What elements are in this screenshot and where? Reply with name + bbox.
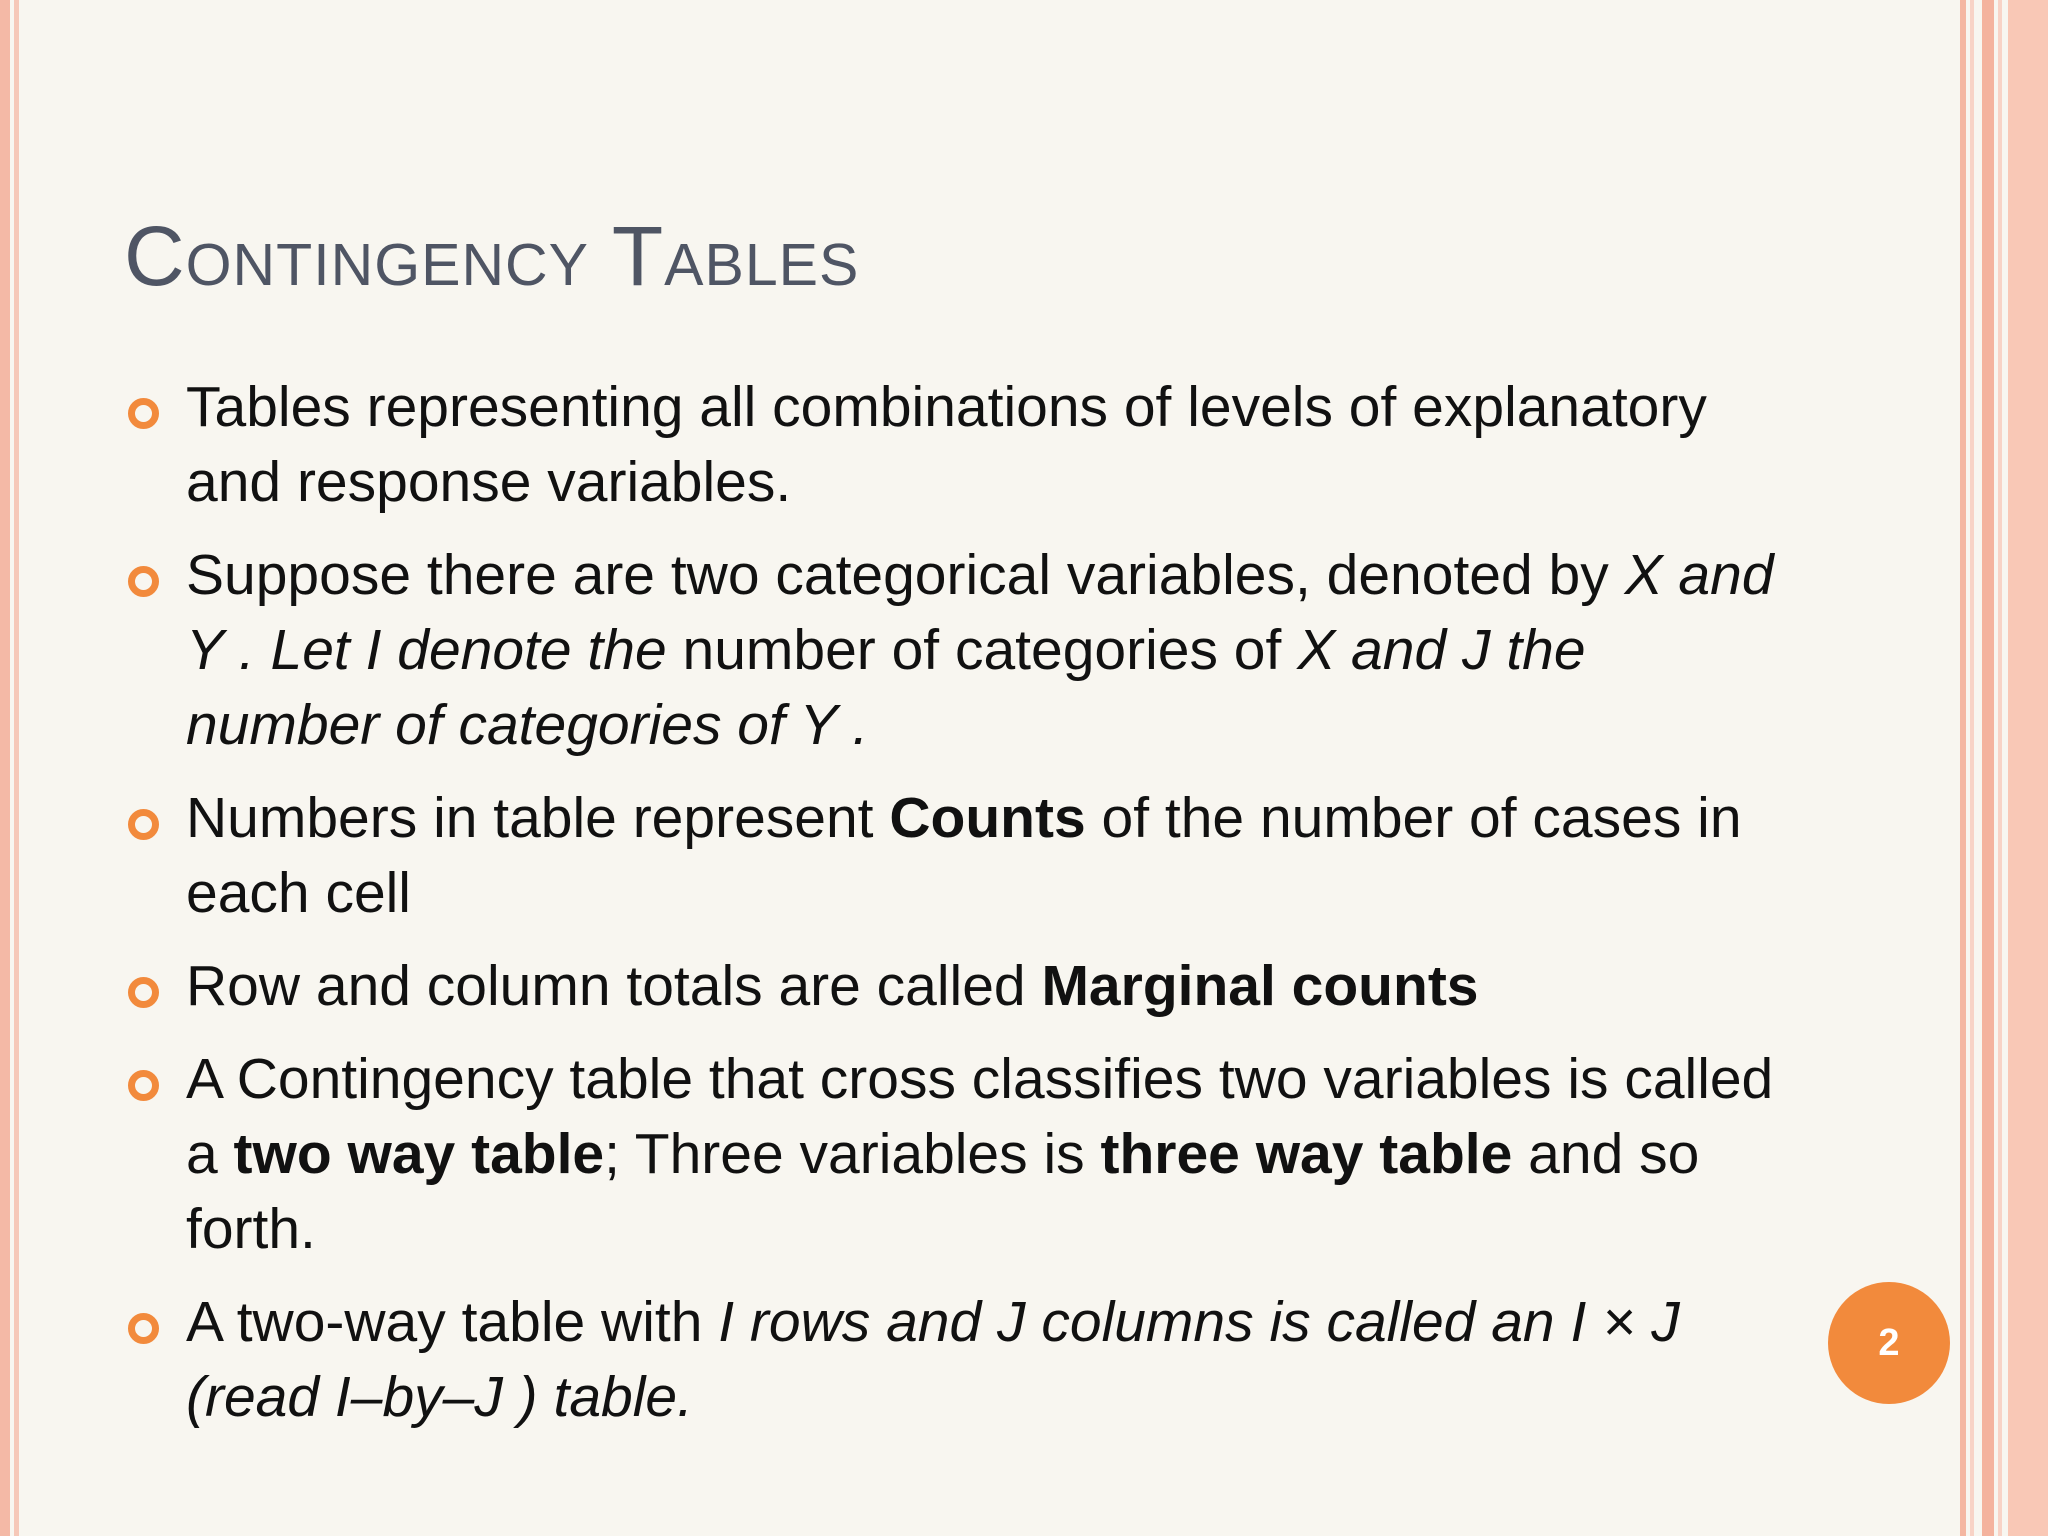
left-border-stripe-inner <box>14 0 19 1536</box>
bullet-text: A Contingency table that cross classifies two variables is called a <box>186 1047 1774 1186</box>
bullet-text-bold: three way table <box>1100 1122 1513 1186</box>
bullet-text-italic: X and J the number of categories of Y . <box>186 618 1586 757</box>
ring-bullet-icon <box>128 809 159 840</box>
bullet-item <box>124 538 1784 763</box>
bullet-text-italic: X and Y . Let I denote the <box>186 543 1774 682</box>
bullet-text: number of categories of <box>666 618 1298 682</box>
right-border-stripes <box>1960 0 2048 1536</box>
left-border-stripe <box>0 0 10 1536</box>
right-stripe <box>1998 0 2002 1536</box>
bullet-text: of the number of cases in each cell <box>186 786 1742 925</box>
bullet-text: Row and column totals are called <box>186 954 1042 1018</box>
bullet-item <box>124 949 1784 1024</box>
slide-title: Contingency Tables <box>124 209 860 303</box>
bullet-text: ; Three variables is <box>604 1122 1101 1186</box>
ring-bullet-icon <box>128 977 159 1008</box>
bullet-text: A two-way table with <box>186 1290 719 1354</box>
bullet-item <box>124 370 1784 520</box>
bullet-text-bold: Counts <box>889 786 1086 850</box>
right-stripe <box>1982 0 1994 1536</box>
bullet-item <box>124 1042 1784 1267</box>
bullet-text-bold: Marginal counts <box>1041 954 1479 1018</box>
ring-bullet-icon <box>128 1070 159 1101</box>
bullet-text: Numbers in table represent <box>186 786 890 850</box>
bullet-item <box>124 1285 1784 1435</box>
bullet-text-italic: I rows and J columns is called an I × J (read I–by–J ) table. <box>186 1290 1680 1429</box>
ring-bullet-icon <box>128 1313 159 1344</box>
bullet-list <box>124 370 1784 1453</box>
bullet-text-bold: two way table <box>233 1122 605 1186</box>
right-stripe <box>2008 0 2048 1536</box>
right-stripe <box>1970 0 1974 1536</box>
ring-bullet-icon <box>128 566 159 597</box>
bullet-text: Suppose there are two categorical variables, denoted by <box>186 543 1625 607</box>
bullet-item <box>124 781 1784 931</box>
right-stripe <box>1960 0 1966 1536</box>
bullet-text: and so forth. <box>186 1122 1700 1261</box>
bullet-text: Tables representing all combinations of levels of explanatory and response variables. <box>186 375 1707 514</box>
ring-bullet-icon <box>128 398 159 429</box>
page-number-badge: 2 <box>1828 1282 1950 1404</box>
